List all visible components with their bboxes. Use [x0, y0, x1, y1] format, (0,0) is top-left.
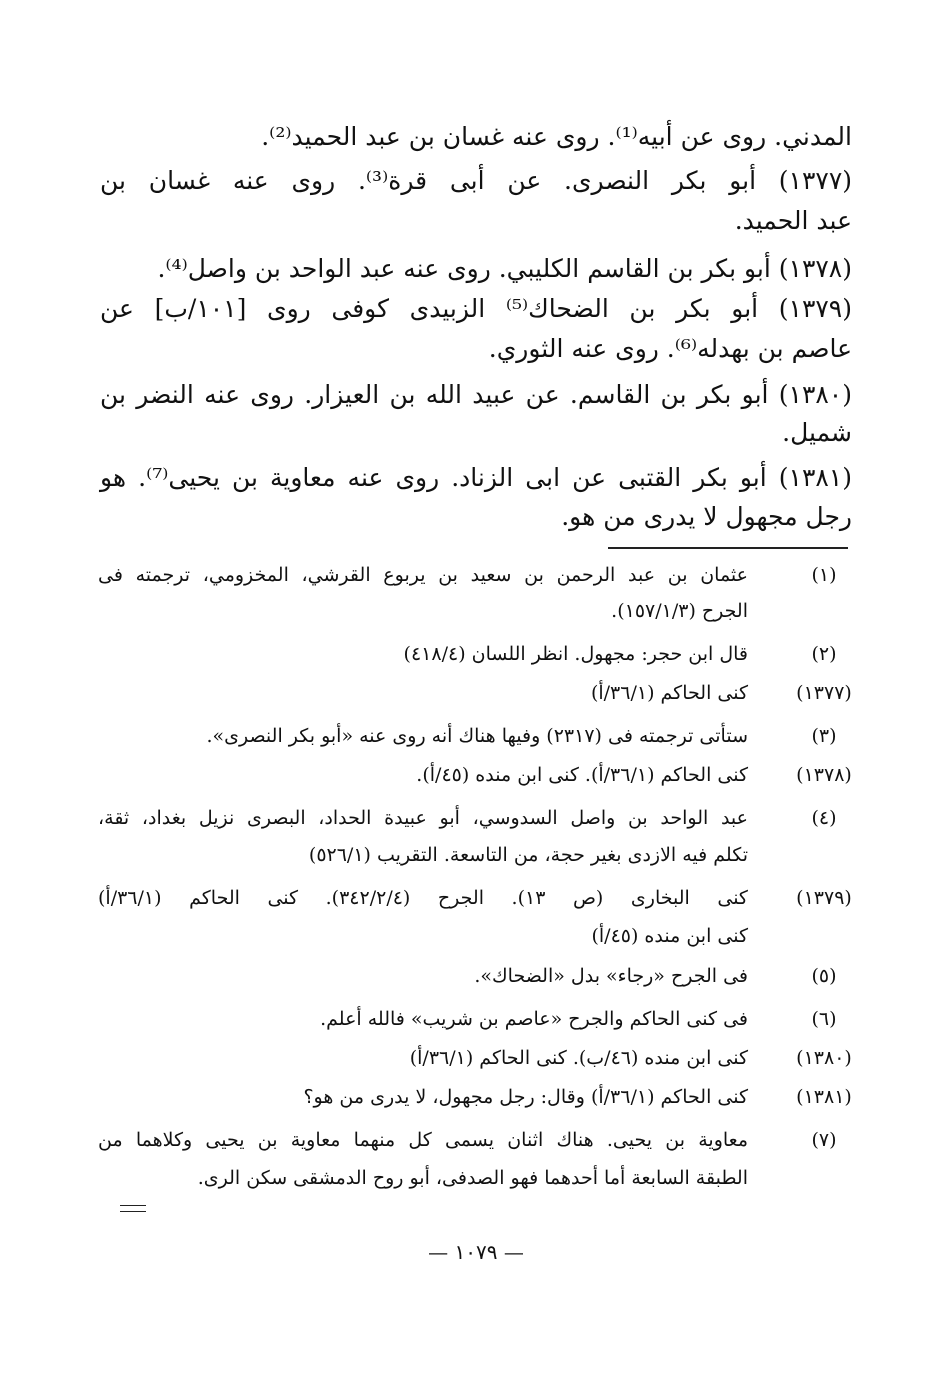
- main-text-line: (١٣٨٠) أبو بكر بن القاسم. عن عبيد الله بن العيزار. روى عنه النضر بن: [100, 380, 852, 409]
- main-text-line: (١٣٧٧) أبو بكر النصرى. عن أبى قرة⁽³⁾. روى عنه غسان بن: [100, 166, 853, 195]
- footnote-text: كنى الحاكم (٣٦/١/أ): [590, 682, 748, 704]
- footnote-text: ستأتى ترجمته فى (٢٣١٧) وفيها هناك أنه روى عنه «أبو بكر النصرى».: [206, 725, 748, 747]
- footnote-text: كنى الحاكم (٣٦/١/أ) وقال: رجل مجهول، لا يدرى من هو؟: [303, 1086, 748, 1108]
- footnote-text: الطبقة السابعة أما أحدهما فهو الصدفى، أبو روح الدمشقى سكن الرى.: [197, 1167, 748, 1189]
- main-text-line: شميل.: [782, 418, 852, 447]
- footnote-number: (١٣٧٩): [796, 887, 852, 909]
- footnote-number: (٣): [811, 725, 837, 747]
- footnote-text: عثمان بن عبد الرحمن بن سعيد بن يربوع القرشي، المخزومي، ترجمته فى: [98, 564, 748, 586]
- main-text-line: رجل مجهول لا يدرى من هو.: [561, 502, 852, 531]
- footnote-text: الجرح (١٥٧/١/٣).: [611, 600, 748, 622]
- footnote-text: كنى الحاكم (٣٦/١/أ). كنى ابن منده (٤٥/أ).: [416, 764, 748, 786]
- footnote-number: (١٣٨١): [796, 1086, 852, 1108]
- footnote-text: كنى البخارى (ص ١٣). الجرح (٣٤٢/٢/٤). كنى الحاكم (٣٦/١/أ): [98, 887, 748, 909]
- main-text-line: عبد الحميد.: [734, 206, 852, 235]
- footnote-text: كنى ابن منده (٤٦/ب). كنى الحاكم (٣٦/١/أ): [409, 1047, 748, 1069]
- footnote-text: فى الجرح «رجاء» بدل «الضحاك».: [474, 965, 748, 987]
- footnote-separator: [608, 547, 848, 549]
- footnote-number: (٥): [811, 965, 837, 987]
- footnote-number: (٢): [811, 643, 837, 665]
- footnote-text: تكلم فيه الازدى بغير حجة، من التاسعة. التقريب (٥٢٦/١): [308, 844, 748, 866]
- page-number: — ١٠٧٩ —: [428, 1240, 524, 1264]
- footnote-text: معاوية بن يحيى. هناك اثنان يسمى كل منهما معاوية بن يحيى وكلاهما من: [98, 1129, 748, 1151]
- main-text-line: (١٣٧٩) أبو بكر بن الضحاك⁽⁵⁾ الزبيدى كوفى روى [١٠١/ب] عن: [100, 294, 852, 323]
- footnote-number: (١): [811, 564, 837, 586]
- footnote-number: (١٣٧٨): [796, 764, 852, 786]
- footnote-text: عبد الواحد بن واصل السدوسي، أبو عبيدة الحداد، البصرى نزيل بغداد، ثقة،: [98, 807, 748, 829]
- footnote-text: فى كنى الحاكم والجرح «عاصم بن شريب» فالله أعلم.: [320, 1008, 748, 1030]
- footnote-number: (١٣٨٠): [796, 1047, 852, 1069]
- footnote-number: (٧): [811, 1129, 837, 1151]
- main-text-line: (١٣٨١) أبو بكر القتبى عن ابى الزناد. روى عنه معاوية بن يحيى⁽⁷⁾. هو: [100, 463, 852, 492]
- main-text-line: عاصم بن بهدله⁽⁶⁾. روى عنه الثوري.: [488, 334, 852, 363]
- footnote-text: قال ابن حجر: مجهول. انظر اللسان (٤١٨/٤): [403, 643, 748, 665]
- footnote-text: كنى ابن منده (٤٥/أ): [591, 925, 748, 947]
- main-text-line: المدني. روى عن أبيه⁽¹⁾. روى عنه غسان بن عبد الحميد⁽²⁾.: [261, 122, 852, 151]
- end-mark: [120, 1205, 146, 1212]
- footnote-number: (١٣٧٧): [796, 682, 852, 704]
- main-text-line: (١٣٧٨) أبو بكر بن القاسم الكليبي. روى عنه عبد الواحد بن واصل⁽⁴⁾.: [157, 254, 852, 283]
- footnote-number: (٦): [811, 1008, 837, 1030]
- footnote-number: (٤): [811, 807, 837, 829]
